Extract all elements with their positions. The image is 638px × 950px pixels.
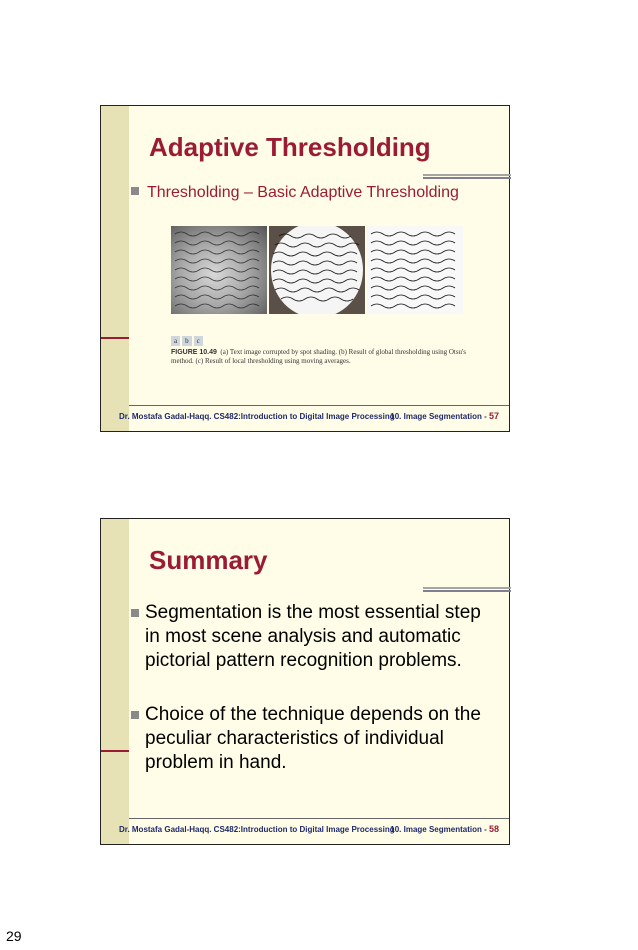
figure-tag-c: c [194, 336, 203, 346]
slide-left-bar [101, 106, 129, 431]
footer-section-label: 10. Image Segmentation - [390, 412, 487, 421]
slide-58 [100, 518, 510, 845]
bullet-item [131, 184, 459, 202]
slide-left-accent [101, 337, 129, 339]
bullet-item [131, 703, 491, 775]
footer-section-label: 10. Image Segmentation - [390, 825, 487, 834]
bullet-text: Choice of the technique depends on the peculiar characteristics of individual problem in hand. [145, 704, 481, 773]
figure-panel-c [367, 226, 463, 314]
page-number: 29 [6, 928, 22, 944]
footer-section [390, 824, 499, 834]
figure-panel-a [171, 226, 267, 314]
figure-images [171, 226, 471, 322]
slide-title: Summary [149, 545, 268, 575]
bullet-square-icon [131, 187, 139, 195]
bullet-item [131, 601, 491, 673]
figure-caption-label: FIGURE 10.49 [171, 349, 217, 356]
slide-left-bar [101, 519, 129, 844]
figure-tag-b: b [182, 336, 192, 346]
footer-author: Dr. Mostafa Gadal-Haqq. CS482:Introduction to Digital Image Processing [119, 825, 395, 834]
footer-divider [129, 405, 509, 406]
title-decoration [423, 174, 511, 178]
figure-tags [171, 336, 467, 346]
footer-divider [129, 818, 509, 819]
slide-left-accent [101, 750, 129, 752]
slide-57 [100, 105, 510, 432]
footer-author: Dr. Mostafa Gadal-Haqq. CS482:Introduction to Digital Image Processing [119, 412, 395, 421]
handwriting-image [171, 226, 267, 314]
title-decoration [423, 587, 511, 591]
handwriting-image [269, 226, 365, 314]
handwriting-image [367, 226, 463, 314]
footer-section [390, 411, 499, 421]
slide-number: 57 [488, 411, 499, 421]
slide-title: Adaptive Thresholding [149, 132, 431, 162]
bullet-text: Segmentation is the most essential step in most scene analysis and automatic pictorial pattern recognition problems. [145, 602, 481, 671]
figure-tag-a: a [171, 336, 180, 346]
figure-panel-b [269, 226, 365, 314]
figure-caption-box [171, 336, 467, 366]
bullet-text: Thresholding – Basic Adaptive Thresholding [147, 184, 459, 201]
figure-caption-text: (a) Text image corrupted by spot shading. (b) Result of global thresholding using Otsu's method. (c) Result of local thresholding using moving averages. [171, 348, 467, 365]
slide-number: 58 [488, 824, 499, 834]
bullet-square-icon [131, 609, 139, 617]
bullet-square-icon [131, 711, 139, 719]
figure-caption [171, 348, 467, 366]
